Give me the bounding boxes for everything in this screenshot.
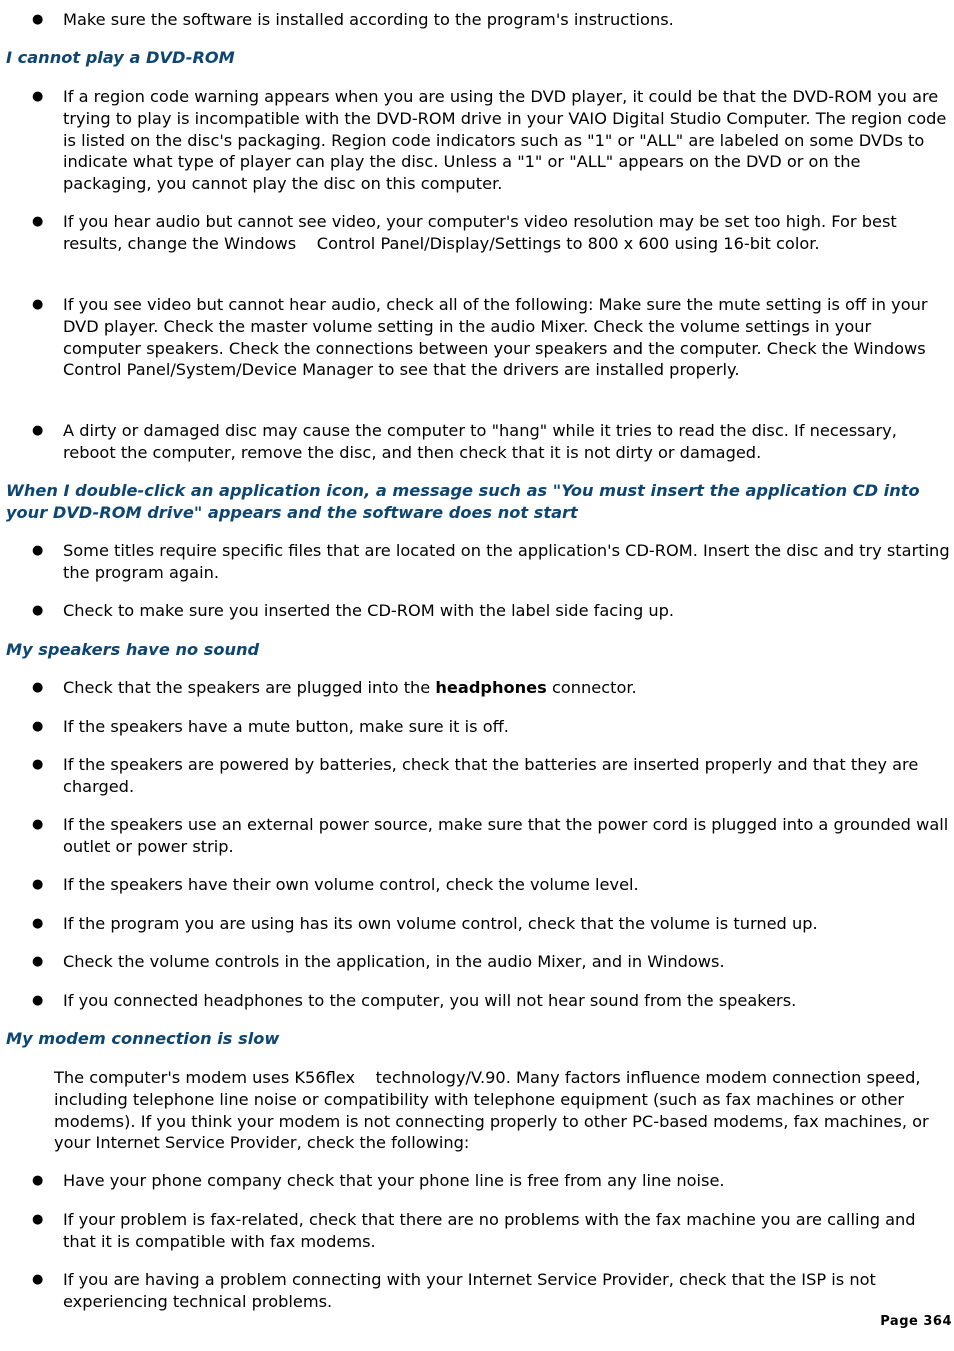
headphones-term: headphones [435,678,547,697]
bullet-icon: ● [32,757,44,772]
list-item-text: If you connected headphones to the computer, you will not hear sound from the speakers. [63,991,797,1010]
bullet-icon: ● [32,1212,44,1227]
list-item-text-part: Check that the speakers are plugged into the [63,678,436,697]
list-item-text: If you see video but cannot hear audio, check all of the following: Make sure the mute setting is off in your DVD player. Check the master volume setting in the audio Mixer. Check the volume settings in your computer speakers. Check the connections between your speakers and the computer. Check the Windows Control Panel/System/Device Manager to see that the drivers are installed properly. [63,295,942,380]
list-item-text: Some titles require specific files that are located on the application's CD-ROM. Insert the disc and try starting the program again. [63,541,950,582]
bullet-icon: ● [32,423,44,438]
bullet-icon: ● [32,719,44,734]
bullet-icon: ● [32,916,44,931]
list-item-text [63,677,951,699]
section-heading-dvd: I cannot play a DVD-ROM [6,48,235,67]
list-item-text: Make sure the software is installed according to the program's instructions. [63,10,674,29]
bullet-icon: ● [32,89,44,104]
section-heading-modem: My modem connection is slow [6,1029,280,1048]
list-item-text: Check the volume controls in the application, in the audio Mixer, and in Windows. [63,952,725,971]
list-item-text: If the speakers have a mute button, make sure it is off. [63,717,509,736]
bullet-icon: ● [32,680,44,695]
bullet-icon: ● [32,954,44,969]
page-number: Page 364 [880,1314,952,1329]
list-item-text: If a region code warning appears when you are using the DVD player, it could be that the DVD-ROM you are trying to play is incompatible with the DVD-ROM drive in your VAIO Digital Studio Computer. The region code is listed on the disc's packaging. Region code indicators such as "1" or "ALL" are labeled on some DVDs to indicate what type of player can play the disc. Unless a "1" or "ALL" appears on the DVD or on the packaging, you cannot play the disc on this computer. [63,87,947,194]
list-item-text-part: connector. [546,678,637,697]
bullet-icon: ● [32,1272,44,1287]
list-item-text: If the speakers are powered by batteries, check that the batteries are inserted properly and that they are charged. [63,755,919,796]
list-item-text: A dirty or damaged disc may cause the computer to "hang" while it tries to read the disc. If necessary, reboot the computer, remove the disc, and then check that it is not dirty or damaged. [63,421,897,462]
bullet-icon: ● [32,12,44,27]
bullet-icon: ● [32,543,44,558]
list-item-text: If you are having a problem connecting with your Internet Service Provider, check that the ISP is not experiencing technical problems. [63,1270,876,1311]
bullet-icon: ● [32,993,44,1008]
bullet-icon: ● [32,603,44,618]
bullet-icon: ● [32,297,44,312]
list-item-text: If the program you are using has its own volume control, check that the volume is turned up. [63,914,818,933]
section-heading-speakers: My speakers have no sound [6,640,260,659]
bullet-icon: ● [32,877,44,892]
list-item-text: If you hear audio but cannot see video, your computer's video resolution may be set too high. For best results, change the Windows Control Panel/Display/Settings to 800 x 600 using 16-bit color. [63,212,897,253]
list-item-text: Have your phone company check that your phone line is free from any line noise. [63,1171,725,1190]
list-item-text: If your problem is fax-related, check that there are no problems with the fax machine you are calling and that it is compatible with fax modems. [63,1210,916,1251]
bullet-icon: ● [32,817,44,832]
section-heading-application-cd: When I double-click an application icon, a message such as "You must insert the application CD into your DVD-ROM drive" appears and the software does not start [6,481,920,522]
modem-intro-paragraph: The computer's modem uses K56flex technology/V.90. Many factors influence modem connection speed, including telephone line noise or compatibility with telephone equipment (such as fax machines or other modems). If you think your modem is not connecting properly to other PC-based modems, fax machines, or your Internet Service Provider, check the following: [54,1068,929,1153]
bullet-icon: ● [32,1173,44,1188]
list-item-text: If the speakers use an external power source, make sure that the power cord is plugged into a grounded wall outlet or power strip. [63,815,949,856]
list-item-text: Check to make sure you inserted the CD-ROM with the label side facing up. [63,601,675,620]
bullet-icon: ● [32,214,44,229]
list-item-text: If the speakers have their own volume control, check the volume level. [63,875,639,894]
